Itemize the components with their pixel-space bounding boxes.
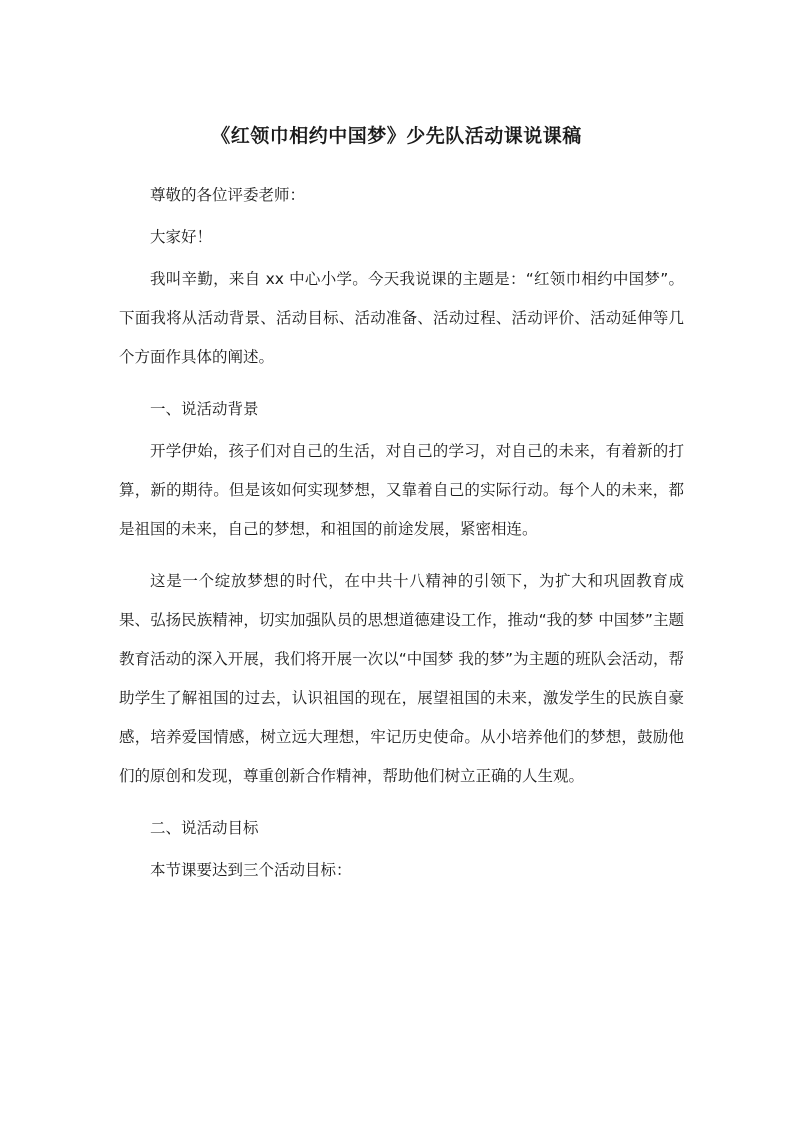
greeting-paragraph: 大家好！: [150, 228, 213, 246]
background-paragraph-2: 这是一个绽放梦想的时代，在中共十八精神的引领下，为扩大和巩固教育成果、弘扬民族精神，切实加强队员的思想道德建设工作，推动“我的梦 中国梦”主题教育活动的深入开展，我们将开展一次以“中国梦 我的梦”为主题的班队会活动，帮助学生了解祖国的过去，认识祖国的现在，展望祖国的未来，激发学生的民族自豪感，培养爱国情感，树立远大理想，牢记历史使命。从小培养他们的梦想，鼓励他们的原创和发现，尊重创新合作精神，帮助他们树立正确的人生观。: [119, 572, 684, 785]
background-paragraph-1: 开学伊始，孩子们对自己的生活，对自己的学习，对自己的未来，有着新的打算，新的期待。但是该如何实现梦想，又靠着自己的实际行动。每个人的未来，都是祖国的未来，自己的梦想，和祖国的前途发展，紧密相连。: [119, 442, 684, 538]
introduction-paragraph: 我叫辛勤，来自 xx 中心小学。今天我说课的主题是：“红领巾相约中国梦”。下面我将从活动背景、活动目标、活动准备、活动过程、活动评价、活动延伸等几个方面作具体的阐述。: [119, 270, 684, 366]
section-heading-goals: 二、说活动目标: [150, 819, 259, 837]
document-body: [119, 176, 684, 893]
section-heading-background: 一、说活动背景: [150, 400, 259, 418]
salutation-paragraph: 尊敬的各位评委老师：: [150, 186, 306, 204]
document-title: 《红领巾相约中国梦》少先队活动课说课稿: [211, 125, 582, 147]
goals-intro-paragraph: 本节课要达到三个活动目标：: [150, 861, 352, 879]
